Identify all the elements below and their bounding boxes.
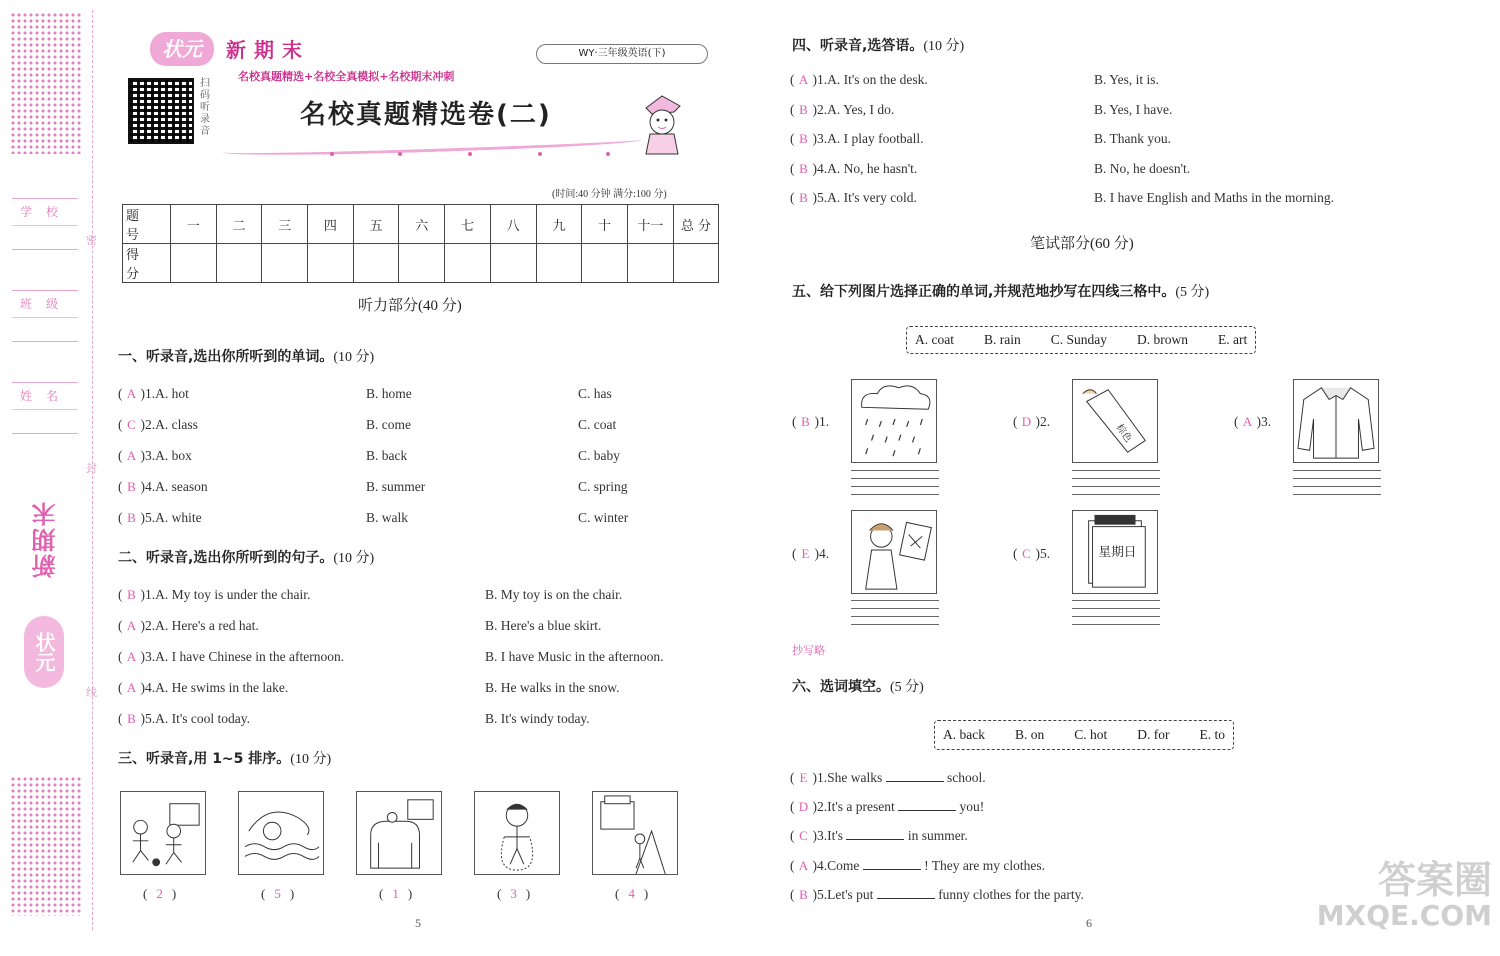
option-a[interactable]: A. It's very cold. bbox=[827, 190, 917, 205]
sentence-start: She walks bbox=[827, 770, 883, 785]
option-a[interactable]: A. Here's a red hat. bbox=[155, 618, 259, 633]
answer-slot[interactable]: ( A ) bbox=[118, 618, 145, 633]
answer-letter: B bbox=[127, 587, 136, 602]
option-a[interactable]: A. hot bbox=[155, 386, 189, 401]
option-a[interactable]: A. It's on the desk. bbox=[827, 72, 928, 87]
question-number: 2. bbox=[1040, 414, 1051, 429]
answer-slot[interactable]: ( B ) bbox=[118, 587, 145, 602]
option-c[interactable]: C. has bbox=[578, 386, 612, 401]
question-row bbox=[118, 587, 310, 603]
score-header-cell: 八 bbox=[490, 205, 536, 244]
qr-label: 扫码听录音 bbox=[200, 78, 210, 137]
score-header-cell: 题 号 bbox=[123, 205, 171, 244]
page-number-right: 6 bbox=[1086, 916, 1092, 930]
section-5-heading bbox=[792, 281, 1209, 301]
answer-slot[interactable]: ( A ) bbox=[118, 386, 145, 401]
question-row bbox=[790, 72, 928, 88]
score-cell[interactable] bbox=[536, 244, 582, 283]
section-1-heading bbox=[118, 346, 374, 366]
question-row bbox=[790, 102, 894, 118]
question-row bbox=[118, 618, 259, 634]
word-option: A. back bbox=[943, 727, 985, 742]
score-header-cell: 七 bbox=[445, 205, 491, 244]
question-number: 2. bbox=[145, 417, 156, 432]
option-c[interactable]: C. baby bbox=[578, 448, 620, 463]
question-row bbox=[118, 448, 192, 464]
option-b[interactable]: B. walk bbox=[366, 510, 408, 525]
grade-badge: WY·三年级英语(下) bbox=[536, 44, 708, 64]
watermark-bottom: MXQE.COM bbox=[1316, 899, 1492, 932]
score-header-cell: 十一 bbox=[627, 205, 673, 244]
option-b[interactable]: B. No, he doesn't. bbox=[1094, 160, 1191, 176]
question-row bbox=[118, 479, 208, 495]
section-5-word-box bbox=[906, 326, 1256, 354]
series-title: 新期末 bbox=[226, 38, 310, 62]
sentence-end: in summer. bbox=[907, 828, 968, 844]
score-header-cell: 二 bbox=[216, 205, 262, 244]
question-number: 1. bbox=[145, 587, 156, 602]
picture-painter-girl bbox=[851, 510, 937, 594]
answer-slot[interactable]: ( A ) bbox=[118, 448, 145, 463]
watermark bbox=[1317, 860, 1492, 932]
option-b[interactable]: B. He walks in the snow. bbox=[485, 680, 620, 695]
answer-letter: B bbox=[799, 101, 808, 117]
section-3-title: 三、听录音,用 1~5 排序。 bbox=[118, 751, 291, 767]
answer-letter: C bbox=[127, 417, 136, 432]
answer-blank[interactable] bbox=[863, 858, 921, 870]
question-number: 1. bbox=[817, 770, 828, 785]
picture-answer bbox=[792, 414, 829, 430]
section-3-points: (10 分) bbox=[290, 752, 332, 767]
answer-slot[interactable]: ( B ) bbox=[118, 711, 145, 726]
score-header-cell: 三 bbox=[262, 205, 308, 244]
picture-walking-school bbox=[592, 791, 678, 875]
grid-line bbox=[1072, 600, 1160, 608]
school-field[interactable] bbox=[12, 198, 78, 250]
class-label: 班级 bbox=[20, 297, 73, 311]
score-cell[interactable] bbox=[171, 244, 217, 283]
order-number: 5 bbox=[274, 886, 281, 901]
order-slot[interactable]: ( 2 ) bbox=[143, 886, 177, 901]
section-4-points: (10 分) bbox=[923, 39, 965, 54]
question-number: 5. bbox=[1040, 546, 1051, 561]
decor-dot bbox=[468, 152, 472, 156]
option-b[interactable]: B. Yes, it is. bbox=[1094, 72, 1159, 87]
section-3-heading bbox=[118, 748, 331, 768]
grid-line bbox=[1293, 478, 1381, 486]
grid-line bbox=[851, 478, 939, 486]
answer-slot[interactable]: ( B ) bbox=[790, 886, 817, 902]
option-a[interactable]: A. My toy is under the chair. bbox=[155, 587, 311, 602]
listening-points: (40 分) bbox=[418, 298, 462, 314]
question-number: 1. bbox=[817, 72, 828, 87]
option-a[interactable]: A. season bbox=[155, 479, 208, 494]
question-row bbox=[790, 858, 1045, 874]
decor-dot bbox=[538, 152, 542, 156]
word-option: B. rain bbox=[983, 332, 1021, 347]
class-field[interactable] bbox=[12, 290, 78, 342]
answer-slot[interactable]: ( A ) bbox=[790, 857, 817, 873]
sentence-end: you! bbox=[959, 799, 985, 815]
score-table bbox=[122, 204, 719, 283]
sentence-end: funny clothes for the party. bbox=[938, 886, 1084, 902]
grid-line bbox=[1072, 486, 1160, 494]
option-b[interactable]: B. My toy is on the chair. bbox=[485, 587, 623, 602]
section-5-note: 抄写略 bbox=[792, 644, 825, 657]
question-number: 1. bbox=[145, 386, 156, 401]
answer-letter: A bbox=[1242, 414, 1253, 429]
decor-dot bbox=[398, 152, 402, 156]
option-a[interactable]: A. Yes, I do. bbox=[827, 101, 895, 117]
word-option: E. art bbox=[1218, 332, 1248, 347]
answer-blank[interactable] bbox=[877, 887, 935, 899]
section-4-title: 四、听录音,选答语。 bbox=[792, 38, 924, 54]
grid-line bbox=[851, 470, 939, 478]
answer-letter: C bbox=[799, 828, 808, 844]
score-header-row bbox=[123, 205, 719, 244]
option-a[interactable]: A. He swims in the lake. bbox=[155, 680, 289, 695]
option-b[interactable]: B. Here's a blue skirt. bbox=[485, 618, 602, 633]
question-row bbox=[118, 680, 288, 696]
answer-slot[interactable]: ( B ) bbox=[790, 160, 817, 176]
picture-calendar-sunday bbox=[1072, 510, 1158, 594]
brand-logo: 状元 bbox=[150, 32, 214, 66]
school-label: 学校 bbox=[20, 205, 73, 219]
picture-answer bbox=[792, 546, 829, 562]
four-line-grid[interactable] bbox=[1072, 600, 1160, 632]
answer-blank[interactable] bbox=[898, 799, 956, 811]
question-number: 4. bbox=[817, 160, 828, 176]
answer-slot[interactable]: ( A ) bbox=[1234, 414, 1261, 429]
score-cell[interactable] bbox=[262, 244, 308, 283]
series-subline: 名校真题精选+名校全真模拟+名校期末冲刺 bbox=[238, 70, 455, 83]
score-value-row bbox=[123, 244, 719, 283]
grid-line bbox=[851, 486, 939, 494]
section-5-title: 五、给下列图片选择正确的单词,并规范地抄写在四线三格中。 bbox=[792, 284, 1176, 300]
score-cell[interactable] bbox=[445, 244, 491, 283]
answer-letter: B bbox=[799, 160, 808, 176]
grid-line bbox=[1072, 470, 1160, 478]
qr-code-icon[interactable] bbox=[128, 78, 194, 144]
binding-char-2: 封 bbox=[86, 462, 97, 475]
option-b[interactable]: B. back bbox=[366, 448, 408, 463]
picture-paint-tube bbox=[1072, 379, 1158, 463]
answer-letter: E bbox=[801, 546, 810, 561]
question-number: 3. bbox=[145, 448, 156, 463]
word-option: A. coat bbox=[915, 332, 954, 347]
score-cell[interactable] bbox=[216, 244, 262, 283]
sentence-start: It's bbox=[827, 828, 844, 844]
option-c[interactable]: C. spring bbox=[578, 479, 628, 494]
question-number: 3. bbox=[817, 131, 828, 146]
grid-line bbox=[1293, 494, 1381, 502]
grid-line bbox=[851, 624, 939, 632]
question-number: 3. bbox=[817, 828, 828, 844]
grid-line bbox=[1072, 494, 1160, 502]
option-a[interactable]: A. white bbox=[155, 510, 202, 525]
score-cell[interactable] bbox=[673, 244, 719, 283]
option-b[interactable]: B. I have Music in the afternoon. bbox=[485, 649, 664, 664]
option-b[interactable]: B. summer bbox=[366, 479, 426, 494]
question-number: 5. bbox=[145, 711, 156, 726]
side-brand: 新期末 bbox=[32, 500, 60, 578]
name-field[interactable] bbox=[12, 382, 78, 434]
section-6-title: 六、选词填空。 bbox=[792, 679, 890, 695]
question-number: 4. bbox=[819, 546, 830, 561]
binding-char-1: 密 bbox=[86, 234, 97, 247]
answer-letter: B bbox=[127, 711, 136, 726]
paint-tube-label: 棕色 bbox=[1113, 422, 1134, 445]
margin-dot-pattern-top bbox=[10, 12, 82, 154]
score-cell[interactable] bbox=[353, 244, 399, 283]
order-slot[interactable]: ( 1 ) bbox=[379, 886, 413, 901]
answer-letter: B bbox=[799, 886, 808, 902]
page-number-left: 5 bbox=[415, 916, 421, 930]
answer-slot[interactable]: ( A ) bbox=[790, 72, 817, 87]
section-6-heading bbox=[792, 676, 924, 696]
answer-slot[interactable]: ( C ) bbox=[118, 417, 145, 432]
option-a[interactable]: A. I play football. bbox=[827, 131, 924, 146]
answer-letter: E bbox=[799, 770, 808, 785]
question-row bbox=[118, 649, 344, 665]
answer-slot[interactable]: ( C ) bbox=[790, 828, 817, 844]
answer-slot[interactable]: ( A ) bbox=[118, 680, 145, 695]
answer-slot[interactable]: ( C ) bbox=[1013, 546, 1040, 561]
question-number: 2. bbox=[817, 101, 828, 117]
question-row bbox=[790, 799, 984, 815]
side-logo: 状元 bbox=[24, 616, 64, 688]
watermark-top: 答案圈 bbox=[1377, 858, 1492, 902]
answer-letter: A bbox=[126, 680, 137, 695]
four-line-grid[interactable] bbox=[1293, 470, 1381, 502]
answer-slot[interactable]: ( D ) bbox=[790, 799, 817, 815]
picture-coat bbox=[1293, 379, 1379, 463]
question-row bbox=[118, 711, 250, 727]
question-number: 4. bbox=[145, 680, 156, 695]
binding-char-3: 线 bbox=[86, 686, 97, 699]
grid-line bbox=[1293, 470, 1381, 478]
word-option: E. to bbox=[1199, 727, 1226, 742]
grid-line bbox=[1072, 624, 1160, 632]
question-row bbox=[790, 887, 1084, 903]
picture-girl-skipping bbox=[474, 791, 560, 875]
answer-letter: B bbox=[799, 131, 808, 146]
score-header-cell: 一 bbox=[171, 205, 217, 244]
section-6-word-box bbox=[934, 720, 1234, 750]
listening-title: 听力部分 bbox=[358, 296, 419, 314]
sentence-start: Come bbox=[827, 857, 860, 873]
picture-chair-tv bbox=[356, 791, 442, 875]
section-2-title: 二、听录音,选出你所听到的句子。 bbox=[118, 550, 334, 566]
option-a[interactable]: A. I have Chinese in the afternoon. bbox=[155, 649, 345, 664]
grid-line bbox=[851, 600, 939, 608]
score-header-cell: 九 bbox=[536, 205, 582, 244]
score-header-cell: 总 分 bbox=[673, 205, 719, 244]
answer-letter: D bbox=[1021, 414, 1032, 429]
answer-letter: C bbox=[1022, 546, 1031, 561]
option-a[interactable]: A. class bbox=[155, 417, 198, 432]
section-5-points: (5 分) bbox=[1175, 285, 1210, 300]
answer-letter: B bbox=[127, 479, 136, 494]
answer-letter: A bbox=[126, 386, 137, 401]
option-a[interactable]: A. It's cool today. bbox=[155, 711, 251, 726]
picture-answer bbox=[1234, 414, 1271, 430]
score-cell[interactable] bbox=[490, 244, 536, 283]
answer-slot[interactable]: ( B ) bbox=[790, 101, 817, 117]
answer-slot[interactable]: ( E ) bbox=[792, 546, 819, 561]
order-slot[interactable]: ( 3 ) bbox=[497, 886, 531, 901]
word-option: C. Sunday bbox=[1050, 332, 1107, 347]
four-line-grid[interactable] bbox=[851, 470, 939, 502]
score-header-cell: 十 bbox=[582, 205, 628, 244]
word-option: D. brown bbox=[1137, 332, 1188, 347]
title-underline bbox=[222, 133, 642, 160]
question-row bbox=[118, 386, 189, 402]
option-b[interactable]: B. I have English and Maths in the morning. bbox=[1094, 190, 1334, 205]
question-number: 5. bbox=[817, 886, 828, 902]
decor-dot bbox=[606, 152, 610, 156]
question-row bbox=[790, 131, 923, 147]
score-header-cell: 六 bbox=[399, 205, 445, 244]
question-row bbox=[118, 417, 198, 433]
name-label: 姓名 bbox=[20, 389, 73, 403]
question-row bbox=[118, 510, 202, 526]
mascot-scholar-icon bbox=[634, 90, 690, 156]
sentence-end: school. bbox=[947, 770, 986, 785]
answer-slot[interactable]: ( B ) bbox=[792, 414, 819, 429]
answer-slot[interactable]: ( E ) bbox=[790, 770, 817, 785]
score-cell[interactable] bbox=[308, 244, 354, 283]
section-4-heading bbox=[792, 35, 964, 55]
answer-blank[interactable] bbox=[886, 770, 944, 782]
answer-letter: A bbox=[126, 618, 137, 633]
question-number: 2. bbox=[145, 618, 156, 633]
answer-letter: A bbox=[126, 448, 137, 463]
grid-line bbox=[1072, 608, 1160, 616]
answer-letter: B bbox=[127, 510, 136, 525]
section-6-points: (5 分) bbox=[890, 680, 924, 695]
picture-swimming bbox=[238, 791, 324, 875]
four-line-grid[interactable] bbox=[851, 600, 939, 632]
word-option: D. for bbox=[1137, 727, 1170, 742]
score-header-cell: 四 bbox=[308, 205, 354, 244]
time-info: (时间:40 分钟 满分:100 分) bbox=[552, 189, 667, 200]
answer-slot[interactable]: ( B ) bbox=[790, 131, 817, 146]
score-cell[interactable] bbox=[627, 244, 673, 283]
section-2-points: (10 分) bbox=[333, 551, 375, 566]
option-b[interactable]: B. It's windy today. bbox=[485, 711, 590, 726]
option-a[interactable]: A. No, he hasn't. bbox=[827, 160, 918, 176]
picture-rain-cloud bbox=[851, 379, 937, 463]
score-header-cell: 五 bbox=[353, 205, 399, 244]
grid-line bbox=[851, 616, 939, 624]
answer-slot[interactable]: ( B ) bbox=[790, 190, 817, 205]
option-b[interactable]: B. Yes, I have. bbox=[1094, 101, 1173, 117]
question-number: 3. bbox=[1261, 414, 1272, 429]
score-row-label: 得 分 bbox=[123, 244, 171, 283]
question-row bbox=[790, 161, 917, 177]
answer-slot[interactable]: ( A ) bbox=[118, 649, 145, 664]
question-number: 4. bbox=[145, 479, 156, 494]
option-b[interactable]: B. Thank you. bbox=[1094, 131, 1171, 146]
order-number: 3 bbox=[510, 886, 517, 901]
answer-letter: A bbox=[798, 72, 809, 87]
order-number: 4 bbox=[628, 886, 635, 901]
section-2-heading bbox=[118, 547, 374, 567]
writing-title: 笔试部分 bbox=[1030, 234, 1091, 252]
order-slot[interactable]: ( 5 ) bbox=[261, 886, 295, 901]
grid-line bbox=[1072, 478, 1160, 486]
grid-line bbox=[851, 608, 939, 616]
sentence-start: It's a present bbox=[827, 799, 895, 815]
sentence-end: ! They are my clothes. bbox=[924, 857, 1045, 873]
writing-points: (60 分) bbox=[1090, 236, 1134, 252]
score-cell[interactable] bbox=[399, 244, 445, 283]
section-1-points: (10 分) bbox=[333, 350, 375, 365]
answer-slot[interactable]: ( B ) bbox=[118, 510, 145, 525]
word-option: B. on bbox=[1014, 727, 1045, 742]
answer-letter: A bbox=[126, 649, 137, 664]
question-row bbox=[790, 190, 917, 206]
question-number: 2. bbox=[817, 799, 828, 815]
question-number: 4. bbox=[817, 857, 828, 873]
grid-line bbox=[851, 494, 939, 502]
score-cell[interactable] bbox=[582, 244, 628, 283]
option-b[interactable]: B. home bbox=[366, 386, 412, 401]
answer-letter: D bbox=[798, 799, 809, 815]
order-number: 2 bbox=[156, 886, 163, 901]
decor-dot bbox=[330, 152, 334, 156]
option-c[interactable]: C. coat bbox=[578, 417, 617, 432]
option-c[interactable]: C. winter bbox=[578, 510, 629, 525]
paper-title: 名校真题精选卷(二) bbox=[300, 100, 552, 130]
order-number: 1 bbox=[392, 886, 399, 901]
answer-letter: B bbox=[801, 414, 810, 429]
margin-dot-pattern-bottom bbox=[10, 776, 82, 916]
answer-letter: B bbox=[799, 190, 808, 205]
four-line-grid[interactable] bbox=[1072, 470, 1160, 502]
option-b[interactable]: B. come bbox=[366, 417, 411, 432]
grid-line bbox=[1072, 616, 1160, 624]
word-option: C. hot bbox=[1074, 727, 1108, 742]
grid-line bbox=[1293, 486, 1381, 494]
calendar-label: 星期日 bbox=[1098, 543, 1137, 559]
question-number: 5. bbox=[817, 190, 828, 205]
order-slot[interactable]: ( 4 ) bbox=[615, 886, 649, 901]
answer-slot[interactable]: ( D ) bbox=[1013, 414, 1040, 429]
picture-answer bbox=[1013, 546, 1050, 562]
picture-kids-soccer bbox=[120, 791, 206, 875]
answer-slot[interactable]: ( B ) bbox=[118, 479, 145, 494]
option-a[interactable]: A. box bbox=[155, 448, 192, 463]
question-row bbox=[790, 828, 968, 844]
answer-letter: A bbox=[798, 857, 809, 873]
answer-blank[interactable] bbox=[846, 828, 904, 840]
question-row bbox=[790, 770, 986, 786]
sentence-start: Let's put bbox=[827, 886, 874, 902]
question-number: 1. bbox=[819, 414, 830, 429]
section-1-title: 一、听录音,选出你所听到的单词。 bbox=[118, 349, 334, 365]
writing-part-heading bbox=[1030, 232, 1134, 253]
question-number: 5. bbox=[145, 510, 156, 525]
picture-answer bbox=[1013, 414, 1050, 430]
question-number: 3. bbox=[145, 649, 156, 664]
listening-part-heading bbox=[358, 294, 462, 315]
